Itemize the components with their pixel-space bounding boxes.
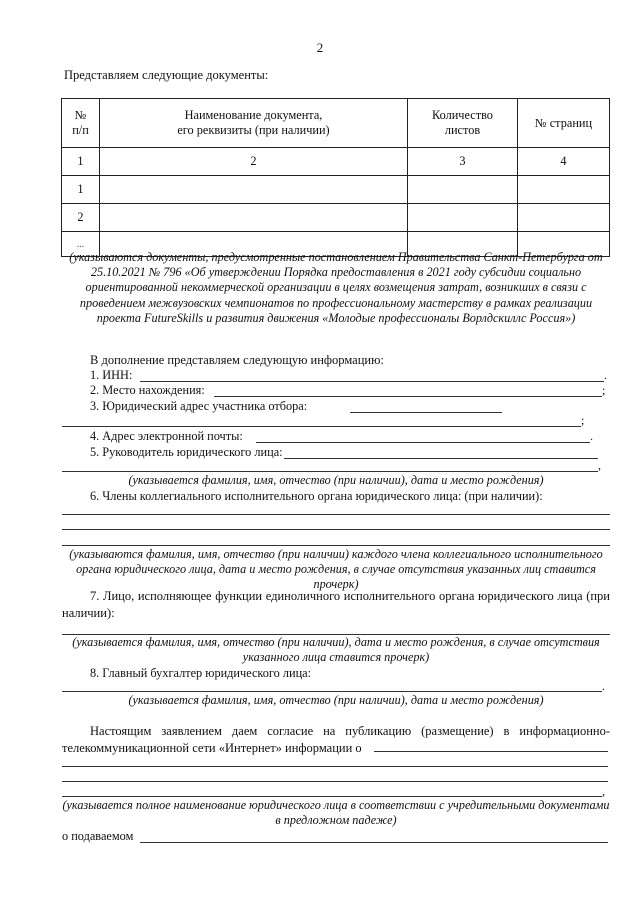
table-cell: 2 xyxy=(62,204,100,232)
legal-address-input-line-2[interactable] xyxy=(62,426,581,427)
consent-input-line-3[interactable] xyxy=(62,781,608,782)
board-input-line-2[interactable] xyxy=(62,529,610,530)
table-row xyxy=(62,176,610,204)
head-input-line[interactable] xyxy=(284,458,598,459)
table-cell[interactable] xyxy=(100,204,408,232)
table-cell: 2 xyxy=(100,148,408,176)
field-email-label: 4. Адрес электронной почты: xyxy=(90,429,243,443)
table-cell[interactable] xyxy=(100,176,408,204)
sole-exec-note: (указывается фамилия, имя, отчество (при наличии), дата и место рождения, в случае отсутствия указанного лица ставится прочерк) xyxy=(72,635,600,665)
table-cell: ... xyxy=(62,232,100,257)
table-row xyxy=(62,204,610,232)
table-header-row xyxy=(62,99,610,148)
chief-accountant-input-line[interactable] xyxy=(62,691,602,692)
header-cell-sheets: Количество листов xyxy=(408,99,518,148)
page-number: 2 xyxy=(316,40,324,55)
email-input-line[interactable] xyxy=(256,442,590,443)
additional-info-heading: В дополнение представляем следующую информацию: xyxy=(90,353,384,367)
table-cell: 4 xyxy=(518,148,610,176)
field-inn-label: 1. ИНН: xyxy=(90,368,133,382)
table-note: (указываются документы, предусмотренные постановлением Правительства Санкт-Петербурга от 25.10.2021 № 796 «Об утверждении Порядка предоставления в 2021 году субсидии социально ориентированной некоммерческой организации в целях возмещения затрат, возникших в связи с проведением межвузовских чемпионатов по профессиональному мастерству в рамках реализации проекта FutureSkills и развития движения «Молодые профессионалы Ворлдскиллс Россия») xyxy=(69,250,603,325)
intro-text: Представляем следующие документы: xyxy=(64,68,269,82)
inn-input-line[interactable] xyxy=(140,381,604,382)
table-column-numbers-row xyxy=(62,148,610,176)
head-input-line-2[interactable] xyxy=(62,471,598,472)
documents-table xyxy=(61,98,610,257)
consent-text: Настоящим заявлением даем согласие на публикацию (размещение) в информационно-телекоммуникационной сети «Интернет» информации о xyxy=(62,724,610,755)
table-cell[interactable] xyxy=(518,204,610,232)
submitted-label: о подаваемом xyxy=(62,829,134,843)
header-cell-pages: № страниц xyxy=(518,99,610,148)
consent-input-line-4[interactable] xyxy=(62,796,602,797)
consent-input-line-1[interactable] xyxy=(374,751,608,752)
legal-address-input-line[interactable] xyxy=(350,412,502,413)
submitted-input-line[interactable] xyxy=(140,842,608,843)
chief-accountant-note: (указывается фамилия, имя, отчество (при наличии), дата и место рождения) xyxy=(128,693,544,707)
board-note: (указываются фамилия, имя, отчество (при наличии) каждого члена коллегиального исполнительного органа юридического лица, дата и место рождения, в случае отсутствия указанных лиц ставится прочерк) xyxy=(69,547,603,592)
consent-input-line-2[interactable] xyxy=(62,766,608,767)
org-name-note: (указывается полное наименование юридического лица в соответствии с учредительными документами в предложном падеже) xyxy=(62,798,610,828)
field-chief-accountant-label: 8. Главный бухгалтер юридического лица: xyxy=(90,666,312,680)
location-input-line[interactable] xyxy=(214,396,602,397)
table-cell[interactable] xyxy=(408,176,518,204)
table-cell: 1 xyxy=(62,148,100,176)
head-note: (указывается фамилия, имя, отчество (при наличии), дата и место рождения) xyxy=(128,473,544,487)
board-input-line-1[interactable] xyxy=(62,514,610,515)
field-legal-address-label: 3. Юридический адрес участника отбора: xyxy=(90,399,308,413)
field-head-label: 5. Руководитель юридического лица: xyxy=(90,445,283,459)
field-location-label: 2. Место нахождения: xyxy=(90,383,205,397)
table-cell: 3 xyxy=(408,148,518,176)
table-cell[interactable] xyxy=(518,176,610,204)
header-cell-name: Наименование документа, его реквизиты (при наличии) xyxy=(100,99,408,148)
field-sole-exec-label: 7. Лицо, исполняющее функции единоличного исполнительного органа юридического лица (при наличии): xyxy=(62,589,610,620)
field-board-label: 6. Члены коллегиального исполнительного органа юридического лица: (при наличии): xyxy=(90,489,543,503)
header-cell-number: № п/п xyxy=(62,99,100,148)
board-input-line-3[interactable] xyxy=(62,545,610,546)
table-cell: 1 xyxy=(62,176,100,204)
table-cell[interactable] xyxy=(408,204,518,232)
